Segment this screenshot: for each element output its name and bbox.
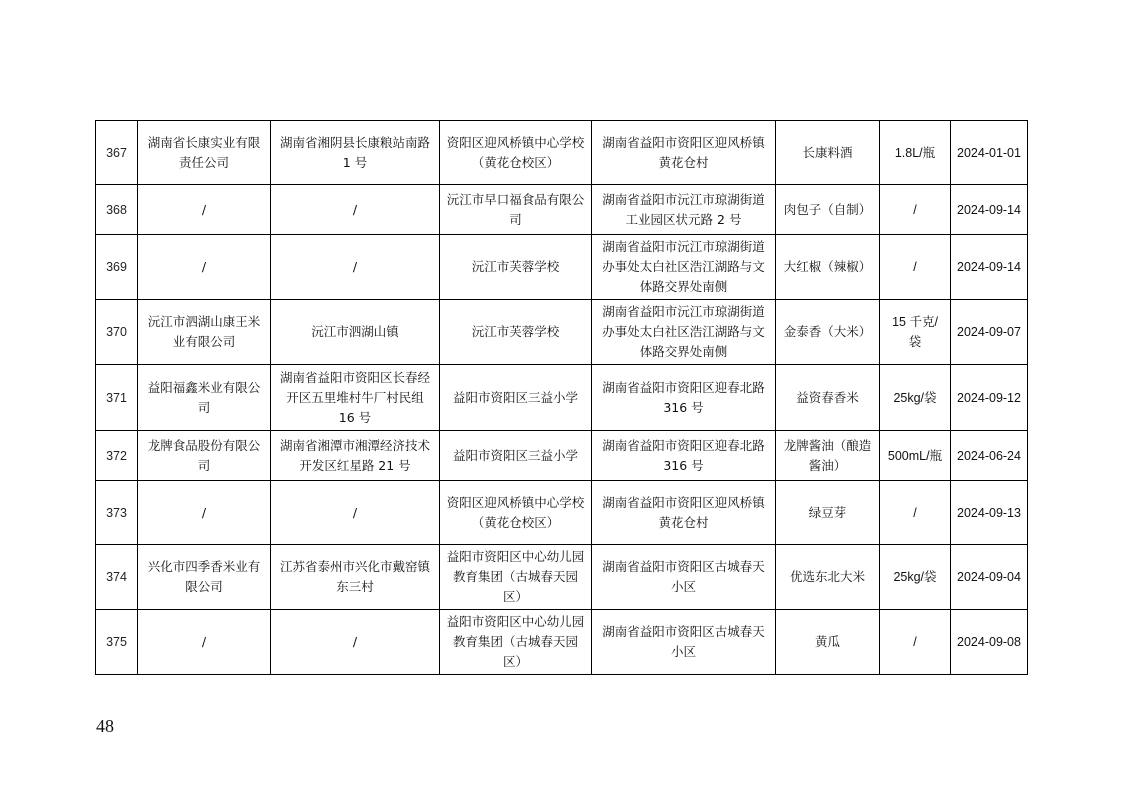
producer-name-cell: / [138,235,271,300]
product-name-cell: 龙牌酱油（酿造酱油） [776,431,880,481]
sampled-address-cell: 湖南省益阳市资阳区古城春天小区 [592,545,776,610]
table-row [96,235,1028,300]
sampled-unit-cell: 资阳区迎风桥镇中心学校（黄花仓校区） [440,481,592,545]
table-row [96,481,1028,545]
production-date-cell: 2024-09-13 [951,481,1028,545]
producer-address-cell: / [271,235,440,300]
production-date-cell: 2024-09-08 [951,610,1028,675]
sampled-unit-cell: 益阳市资阳区三益小学 [440,431,592,481]
sampled-unit-cell: 沅江市早口福食品有限公司 [440,185,592,235]
sequence-number-cell: 368 [96,185,138,235]
table-row [96,431,1028,481]
producer-address-cell: / [271,610,440,675]
product-name-cell: 金泰香（大米） [776,300,880,365]
producer-name-cell: / [138,481,271,545]
product-name-cell: 黄瓜 [776,610,880,675]
production-date-cell: 2024-09-07 [951,300,1028,365]
production-date-cell: 2024-09-04 [951,545,1028,610]
producer-address-cell: / [271,185,440,235]
producer-name-cell: 龙牌食品股份有限公司 [138,431,271,481]
sampled-address-cell: 湖南省益阳市资阳区古城春天小区 [592,610,776,675]
sampled-unit-cell: 资阳区迎风桥镇中心学校（黄花仓校区） [440,121,592,185]
producer-address-cell: 江苏省泰州市兴化市戴窑镇东三村 [271,545,440,610]
production-date-cell: 2024-01-01 [951,121,1028,185]
producer-name-cell: / [138,185,271,235]
sampled-unit-cell: 沅江市芙蓉学校 [440,300,592,365]
sampled-address-cell: 湖南省益阳市资阳区迎风桥镇黄花仓村 [592,121,776,185]
sequence-number-cell: 367 [96,121,138,185]
sampled-address-cell: 湖南省益阳市资阳区迎春北路 316 号 [592,431,776,481]
sequence-number-cell: 371 [96,365,138,431]
sampled-unit-cell: 益阳市资阳区中心幼儿园教育集团（古城春天园区） [440,545,592,610]
specification-cell: 25kg/袋 [880,545,951,610]
sampled-address-cell: 湖南省益阳市沅江市琼湖街道工业园区状元路 2 号 [592,185,776,235]
sampled-unit-cell: 益阳市资阳区三益小学 [440,365,592,431]
inspection-table [95,120,1028,675]
producer-address-cell: 沅江市泗湖山镇 [271,300,440,365]
production-date-cell: 2024-06-24 [951,431,1028,481]
table-row [96,610,1028,675]
sampled-unit-cell: 益阳市资阳区中心幼儿园教育集团（古城春天园区） [440,610,592,675]
product-name-cell: 肉包子（自制） [776,185,880,235]
producer-address-cell: 湖南省湘阴县长康粮站南路 1 号 [271,121,440,185]
producer-name-cell: 湖南省长康实业有限责任公司 [138,121,271,185]
table-row [96,121,1028,185]
sampled-unit-cell: 沅江市芙蓉学校 [440,235,592,300]
producer-name-cell: 兴化市四季香米业有限公司 [138,545,271,610]
specification-cell: 1.8L/瓶 [880,121,951,185]
sequence-number-cell: 374 [96,545,138,610]
production-date-cell: 2024-09-12 [951,365,1028,431]
production-date-cell: 2024-09-14 [951,235,1028,300]
producer-address-cell: 湖南省益阳市资阳区长春经开区五里堆村牛厂村民组 16 号 [271,365,440,431]
sequence-number-cell: 372 [96,431,138,481]
sequence-number-cell: 373 [96,481,138,545]
producer-name-cell: / [138,610,271,675]
sampled-address-cell: 湖南省益阳市沅江市琼湖街道办事处太白社区浩江湖路与文体路交界处南侧 [592,235,776,300]
specification-cell: 15 千克/袋 [880,300,951,365]
producer-name-cell: 沅江市泗湖山康王米业有限公司 [138,300,271,365]
producer-address-cell: 湖南省湘潭市湘潭经济技术开发区红星路 21 号 [271,431,440,481]
sampled-address-cell: 湖南省益阳市资阳区迎春北路 316 号 [592,365,776,431]
specification-cell: / [880,610,951,675]
sampled-address-cell: 湖南省益阳市资阳区迎风桥镇黄花仓村 [592,481,776,545]
specification-cell: / [880,185,951,235]
product-name-cell: 益资春香米 [776,365,880,431]
product-name-cell: 优选东北大米 [776,545,880,610]
table-row [96,545,1028,610]
specification-cell: / [880,481,951,545]
table-row [96,365,1028,431]
sequence-number-cell: 369 [96,235,138,300]
sequence-number-cell: 375 [96,610,138,675]
sequence-number-cell: 370 [96,300,138,365]
product-name-cell: 绿豆芽 [776,481,880,545]
table-row [96,185,1028,235]
page-number: 48 [96,716,114,736]
specification-cell: 500mL/瓶 [880,431,951,481]
product-name-cell: 长康料酒 [776,121,880,185]
specification-cell: 25kg/袋 [880,365,951,431]
specification-cell: / [880,235,951,300]
product-name-cell: 大红椒（辣椒） [776,235,880,300]
producer-name-cell: 益阳福鑫米业有限公司 [138,365,271,431]
table-row [96,300,1028,365]
producer-address-cell: / [271,481,440,545]
sampled-address-cell: 湖南省益阳市沅江市琼湖街道办事处太白社区浩江湖路与文体路交界处南侧 [592,300,776,365]
production-date-cell: 2024-09-14 [951,185,1028,235]
